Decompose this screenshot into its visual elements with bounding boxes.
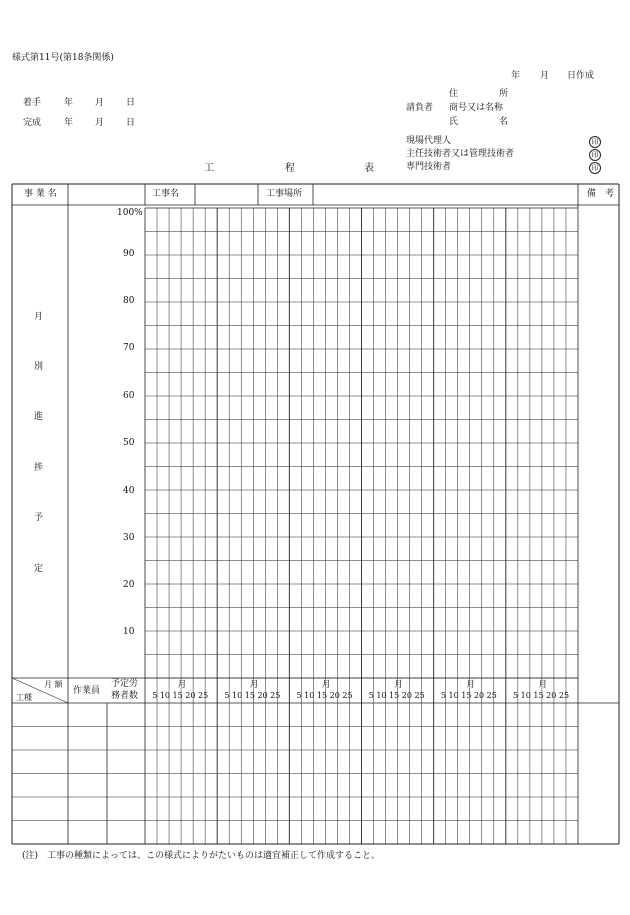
vertical-label-char: 捗 [34,463,44,473]
completion-label: 完成 [23,118,42,128]
contractor-name-2: 名 [499,117,509,127]
day-ticks-label: 5 10 15 20 25 [513,691,570,700]
y-axis-label: 80 [123,296,135,306]
day-ticks-label: 5 10 15 20 25 [368,691,425,700]
y-axis-label: 90 [123,249,135,259]
y-axis-label: 30 [123,533,135,543]
vertical-label-char: 月 [34,312,44,322]
start-month: 月 [95,98,105,108]
contractor-name-1: 氏 [449,117,459,127]
bottom-header-planned-2: 務者数 [111,691,139,701]
completion-day: 日 [126,118,136,128]
bottom-header-monthly-amount: 月 額 [44,680,63,689]
month-label: 月 [249,680,259,690]
vertical-label-char: 進 [34,412,44,422]
vertical-label-char: 定 [34,564,44,574]
y-axis-label: 40 [123,486,135,496]
header-work-site: 工事場所 [266,189,303,199]
signatory-site-agent: 現場代理人 [406,136,452,146]
start-year: 年 [64,98,74,108]
start-day: 日 [126,98,136,108]
y-axis-label: 50 [123,438,135,448]
date-created-month: 月 [540,71,550,81]
signatory-chief-engineer: 主任技術者又は管理技術者 [406,149,515,159]
contractor-trade-name: 商号又は名称 [449,103,504,113]
contractor-address-1: 住 [449,89,459,99]
page-title-char-3: 表 [364,163,374,174]
start-label: 着手 [23,98,42,108]
bottom-header-planned-1: 予定労 [111,679,139,689]
seal-icon: 印 [589,136,601,148]
y-axis-label: 10 [123,627,135,637]
bottom-header-work-type: 工種 [16,693,32,702]
header-remarks: 備 考 [587,189,615,199]
month-label: 月 [321,680,331,690]
contractor-label: 請負者 [406,103,434,113]
date-created-year: 年 [511,71,521,81]
bottom-header-workers: 作業員 [73,686,101,696]
vertical-label-char: 別 [34,362,44,372]
vertical-label-char: 予 [34,513,44,523]
page-title-char-2: 程 [285,163,295,174]
month-label: 月 [538,680,548,690]
footnote: (注) 工事の種類によっては、この様式によりがたいものは適宜補正して作成すること。 [22,851,381,861]
completion-year: 年 [64,118,74,128]
header-work-name: 工事名 [152,189,180,199]
day-ticks-label: 5 10 15 20 25 [296,691,353,700]
day-ticks-label: 5 10 15 20 25 [152,691,209,700]
seal-icon: 印 [589,149,601,161]
month-label: 月 [177,680,187,690]
header-project-name: 事 業 名 [24,189,57,199]
day-ticks-label: 5 10 15 20 25 [224,691,281,700]
y-axis-label: 100% [117,208,143,218]
month-label: 月 [466,680,476,690]
month-label: 月 [393,680,403,690]
y-axis-label: 60 [123,391,135,401]
seal-icon: 印 [589,162,601,174]
page-title-char-1: 工 [204,163,214,174]
y-axis-label: 20 [123,580,135,590]
y-axis-label: 70 [123,343,135,353]
completion-month: 月 [95,118,105,128]
contractor-address-2: 所 [499,89,509,99]
day-ticks-label: 5 10 15 20 25 [440,691,497,700]
signatory-specialist: 専門技術者 [406,162,452,172]
date-created-day: 日作成 [567,71,595,81]
form-number: 様式第11号(第18条関係) [12,53,114,63]
